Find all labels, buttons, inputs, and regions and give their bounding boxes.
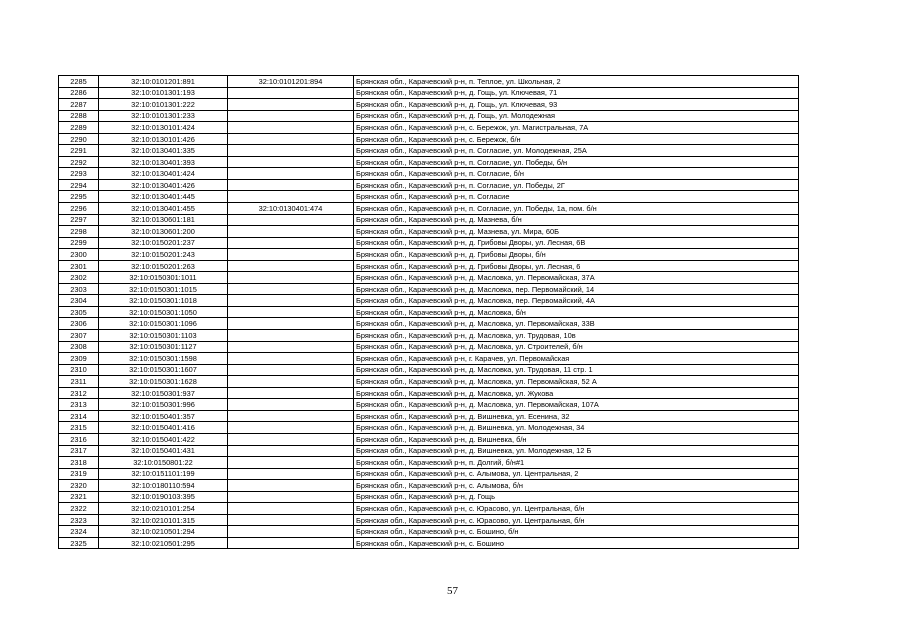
parent-cadastral-number — [228, 145, 354, 157]
parent-cadastral-number — [228, 122, 354, 134]
parent-cadastral-number — [228, 468, 354, 480]
address: Брянская обл., Карачевский р-н, с. Юрасово, ул. Центральная, б/н — [354, 503, 799, 515]
parent-cadastral-number — [228, 179, 354, 191]
parent-cadastral-number — [228, 364, 354, 376]
table-row — [59, 110, 799, 122]
row-number: 2303 — [59, 283, 99, 295]
table-row — [59, 295, 799, 307]
address: Брянская обл., Карачевский р-н, д. Гощь, ул. Ключевая, 93 — [354, 99, 799, 111]
table-row — [59, 122, 799, 134]
address: Брянская обл., Карачевский р-н, с. Бережок, ул. Магистральная, 7А — [354, 122, 799, 134]
parent-cadastral-number — [228, 491, 354, 503]
cadastral-number: 32:10:0130401:445 — [99, 191, 228, 203]
cadastral-number: 32:10:0130101:426 — [99, 133, 228, 145]
cadastral-number: 32:10:0150301:1011 — [99, 272, 228, 284]
table-row — [59, 272, 799, 284]
cadastral-number: 32:10:0151101:199 — [99, 468, 228, 480]
address: Брянская обл., Карачевский р-н, г. Карачев, ул. Первомайская — [354, 353, 799, 365]
row-number: 2292 — [59, 156, 99, 168]
row-number: 2309 — [59, 353, 99, 365]
address: Брянская обл., Карачевский р-н, п. Согласие, ул. Победы, 1а, пом. б/н — [354, 203, 799, 215]
address: Брянская обл., Карачевский р-н, с. Бошино, б/н — [354, 526, 799, 538]
table-row — [59, 203, 799, 215]
address: Брянская обл., Карачевский р-н, д. Гощь, ул. Молодежная — [354, 110, 799, 122]
parent-cadastral-number — [228, 422, 354, 434]
table-row — [59, 214, 799, 226]
table-row — [59, 445, 799, 457]
cadastral-number: 32:10:0150301:1050 — [99, 306, 228, 318]
table-row — [59, 179, 799, 191]
address: Брянская обл., Карачевский р-н, с. Алымова, ул. Центральная, 2 — [354, 468, 799, 480]
cadastral-number: 32:10:0150201:263 — [99, 260, 228, 272]
row-number: 2298 — [59, 226, 99, 238]
cadastral-number: 32:10:0150401:357 — [99, 410, 228, 422]
table-row — [59, 306, 799, 318]
parent-cadastral-number — [228, 168, 354, 180]
address: Брянская обл., Карачевский р-н, д. Гощь — [354, 491, 799, 503]
cadastral-number: 32:10:0130601:200 — [99, 226, 228, 238]
address: Брянская обл., Карачевский р-н, д. Масловка, ул. Жукова — [354, 387, 799, 399]
parent-cadastral-number — [228, 226, 354, 238]
row-number: 2314 — [59, 410, 99, 422]
address: Брянская обл., Карачевский р-н, п. Согласие, ул. Победы, 2Г — [354, 179, 799, 191]
cadastral-number: 32:10:0210501:295 — [99, 537, 228, 549]
address: Брянская обл., Карачевский р-н, д. Грибовы Дворы, б/н — [354, 249, 799, 261]
table-row — [59, 330, 799, 342]
cadastral-number: 32:10:0101201:891 — [99, 76, 228, 88]
table-row — [59, 283, 799, 295]
address: Брянская обл., Карачевский р-н, п. Согласие, б/н — [354, 168, 799, 180]
cadastral-number: 32:10:0101301:193 — [99, 87, 228, 99]
table-row — [59, 422, 799, 434]
cadastral-number: 32:10:0150801:22 — [99, 457, 228, 469]
cadastral-number: 32:10:0130401:424 — [99, 168, 228, 180]
parent-cadastral-number — [228, 110, 354, 122]
address: Брянская обл., Карачевский р-н, п. Теплое, ул. Школьная, 2 — [354, 76, 799, 88]
table-row — [59, 433, 799, 445]
parent-cadastral-number: 32:10:0130401:474 — [228, 203, 354, 215]
parent-cadastral-number — [228, 399, 354, 411]
address: Брянская обл., Карачевский р-н, д. Масловка, ул. Строителей, б/н — [354, 341, 799, 353]
cadastral-number: 32:10:0180110:594 — [99, 480, 228, 492]
parent-cadastral-number — [228, 99, 354, 111]
parent-cadastral-number — [228, 214, 354, 226]
row-number: 2300 — [59, 249, 99, 261]
cadastral-number: 32:10:0210101:315 — [99, 514, 228, 526]
cadastral-number: 32:10:0130401:335 — [99, 145, 228, 157]
parent-cadastral-number — [228, 272, 354, 284]
cadastral-number: 32:10:0130601:181 — [99, 214, 228, 226]
table-row — [59, 133, 799, 145]
table-row — [59, 410, 799, 422]
row-number: 2318 — [59, 457, 99, 469]
row-number: 2313 — [59, 399, 99, 411]
address: Брянская обл., Карачевский р-н, с. Алымова, б/н — [354, 480, 799, 492]
parent-cadastral-number — [228, 318, 354, 330]
cadastral-number: 32:10:0150201:243 — [99, 249, 228, 261]
parent-cadastral-number — [228, 133, 354, 145]
cadastral-number: 32:10:0150301:1103 — [99, 330, 228, 342]
table-row — [59, 364, 799, 376]
address: Брянская обл., Карачевский р-н, д. Вишневка, ул. Молодежная, 34 — [354, 422, 799, 434]
row-number: 2297 — [59, 214, 99, 226]
row-number: 2290 — [59, 133, 99, 145]
parent-cadastral-number — [228, 156, 354, 168]
row-number: 2320 — [59, 480, 99, 492]
table-row — [59, 226, 799, 238]
parent-cadastral-number — [228, 353, 354, 365]
parent-cadastral-number — [228, 341, 354, 353]
row-number: 2301 — [59, 260, 99, 272]
address: Брянская обл., Карачевский р-н, д. Масловка, ул. Первомайская, 33В — [354, 318, 799, 330]
parent-cadastral-number — [228, 433, 354, 445]
row-number: 2308 — [59, 341, 99, 353]
row-number: 2306 — [59, 318, 99, 330]
parent-cadastral-number — [228, 445, 354, 457]
row-number: 2315 — [59, 422, 99, 434]
address: Брянская обл., Карачевский р-н, д. Масловка, ул. Первомайская, 37А — [354, 272, 799, 284]
address: Брянская обл., Карачевский р-н, с. Юрасово, ул. Центральная, б/н — [354, 514, 799, 526]
address: Брянская обл., Карачевский р-н, д. Масловка, ул. Трудовая, 11 стр. 1 — [354, 364, 799, 376]
address: Брянская обл., Карачевский р-н, д. Мазнева, б/н — [354, 214, 799, 226]
parent-cadastral-number: 32:10:0101201:894 — [228, 76, 354, 88]
address: Брянская обл., Карачевский р-н, д. Вишневка, б/н — [354, 433, 799, 445]
row-number: 2324 — [59, 526, 99, 538]
registry-table — [58, 75, 799, 549]
address: Брянская обл., Карачевский р-н, д. Масловка, ул. Первомайская, 52 А — [354, 376, 799, 388]
table-row — [59, 99, 799, 111]
address: Брянская обл., Карачевский р-н, д. Вишневка, ул. Есенина, 32 — [354, 410, 799, 422]
cadastral-number: 32:10:0150301:1127 — [99, 341, 228, 353]
parent-cadastral-number — [228, 249, 354, 261]
address: Брянская обл., Карачевский р-н, д. Мазнева, ул. Мира, 60Б — [354, 226, 799, 238]
row-number: 2295 — [59, 191, 99, 203]
cadastral-number: 32:10:0150301:937 — [99, 387, 228, 399]
row-number: 2296 — [59, 203, 99, 215]
table-row — [59, 468, 799, 480]
table-row — [59, 341, 799, 353]
parent-cadastral-number — [228, 87, 354, 99]
address: Брянская обл., Карачевский р-н, д. Масловка, пер. Первомайский, 14 — [354, 283, 799, 295]
cadastral-number: 32:10:0130401:393 — [99, 156, 228, 168]
address: Брянская обл., Карачевский р-н, п. Согласие, ул. Молодежная, 25А — [354, 145, 799, 157]
parent-cadastral-number — [228, 480, 354, 492]
parent-cadastral-number — [228, 503, 354, 515]
parent-cadastral-number — [228, 191, 354, 203]
table-row — [59, 145, 799, 157]
address: Брянская обл., Карачевский р-н, д. Масловка, ул. Первомайская, 107А — [354, 399, 799, 411]
row-number: 2319 — [59, 468, 99, 480]
row-number: 2316 — [59, 433, 99, 445]
parent-cadastral-number — [228, 457, 354, 469]
parent-cadastral-number — [228, 237, 354, 249]
cadastral-number: 32:10:0210101:254 — [99, 503, 228, 515]
address: Брянская обл., Карачевский р-н, п. Долгий, б/н#1 — [354, 457, 799, 469]
table-row — [59, 399, 799, 411]
row-number: 2311 — [59, 376, 99, 388]
table-row — [59, 318, 799, 330]
cadastral-number: 32:10:0150301:1018 — [99, 295, 228, 307]
address: Брянская обл., Карачевский р-н, д. Гощь, ул. Ключевая, 71 — [354, 87, 799, 99]
table-row — [59, 526, 799, 538]
row-number: 2325 — [59, 537, 99, 549]
cadastral-number: 32:10:0130401:455 — [99, 203, 228, 215]
table-row — [59, 191, 799, 203]
row-number: 2304 — [59, 295, 99, 307]
table-row — [59, 514, 799, 526]
row-number: 2312 — [59, 387, 99, 399]
cadastral-number: 32:10:0210501:294 — [99, 526, 228, 538]
row-number: 2294 — [59, 179, 99, 191]
table-row — [59, 537, 799, 549]
row-number: 2288 — [59, 110, 99, 122]
address: Брянская обл., Карачевский р-н, с. Бережок, б/н — [354, 133, 799, 145]
cadastral-number: 32:10:0150301:1096 — [99, 318, 228, 330]
address: Брянская обл., Карачевский р-н, с. Бошино — [354, 537, 799, 549]
address: Брянская обл., Карачевский р-н, д. Вишневка, ул. Молодежная, 12 Б — [354, 445, 799, 457]
cadastral-number: 32:10:0150401:431 — [99, 445, 228, 457]
cadastral-number: 32:10:0150201:237 — [99, 237, 228, 249]
row-number: 2307 — [59, 330, 99, 342]
cadastral-number: 32:10:0150301:1598 — [99, 353, 228, 365]
cadastral-number: 32:10:0150301:1607 — [99, 364, 228, 376]
table-row — [59, 503, 799, 515]
row-number: 2322 — [59, 503, 99, 515]
parent-cadastral-number — [228, 260, 354, 272]
row-number: 2310 — [59, 364, 99, 376]
table-row — [59, 491, 799, 503]
cadastral-number: 32:10:0130401:426 — [99, 179, 228, 191]
table-row — [59, 387, 799, 399]
parent-cadastral-number — [228, 410, 354, 422]
row-number: 2305 — [59, 306, 99, 318]
cadastral-number: 32:10:0150301:1015 — [99, 283, 228, 295]
address: Брянская обл., Карачевский р-н, д. Масловка, ул. Трудовая, 10в — [354, 330, 799, 342]
parent-cadastral-number — [228, 376, 354, 388]
row-number: 2286 — [59, 87, 99, 99]
parent-cadastral-number — [228, 537, 354, 549]
row-number: 2291 — [59, 145, 99, 157]
parent-cadastral-number — [228, 514, 354, 526]
row-number: 2302 — [59, 272, 99, 284]
table-row — [59, 156, 799, 168]
table-row — [59, 457, 799, 469]
cadastral-number: 32:10:0150301:1628 — [99, 376, 228, 388]
parent-cadastral-number — [228, 387, 354, 399]
registry-table-body — [59, 76, 799, 549]
address: Брянская обл., Карачевский р-н, п. Согласие, ул. Победы, б/н — [354, 156, 799, 168]
table-row — [59, 76, 799, 88]
parent-cadastral-number — [228, 295, 354, 307]
cadastral-number: 32:10:0150401:416 — [99, 422, 228, 434]
parent-cadastral-number — [228, 306, 354, 318]
address: Брянская обл., Карачевский р-н, д. Масловка, б/н — [354, 306, 799, 318]
parent-cadastral-number — [228, 330, 354, 342]
row-number: 2287 — [59, 99, 99, 111]
address: Брянская обл., Карачевский р-н, д. Грибовы Дворы, ул. Лесная, 6 — [354, 260, 799, 272]
table-row — [59, 260, 799, 272]
cadastral-number: 32:10:0150301:996 — [99, 399, 228, 411]
table-row — [59, 480, 799, 492]
cadastral-number: 32:10:0130101:424 — [99, 122, 228, 134]
table-row — [59, 353, 799, 365]
row-number: 2321 — [59, 491, 99, 503]
parent-cadastral-number — [228, 283, 354, 295]
row-number: 2293 — [59, 168, 99, 180]
table-row — [59, 249, 799, 261]
table-row — [59, 237, 799, 249]
cadastral-number: 32:10:0101301:233 — [99, 110, 228, 122]
address: Брянская обл., Карачевский р-н, д. Масловка, пер. Первомайский, 4А — [354, 295, 799, 307]
cadastral-number: 32:10:0101301:222 — [99, 99, 228, 111]
parent-cadastral-number — [228, 526, 354, 538]
address: Брянская обл., Карачевский р-н, д. Грибовы Дворы, ул. Лесная, 6В — [354, 237, 799, 249]
table-row — [59, 87, 799, 99]
row-number: 2323 — [59, 514, 99, 526]
row-number: 2285 — [59, 76, 99, 88]
table-row — [59, 168, 799, 180]
row-number: 2289 — [59, 122, 99, 134]
cadastral-number: 32:10:0190103:395 — [99, 491, 228, 503]
table-row — [59, 376, 799, 388]
row-number: 2299 — [59, 237, 99, 249]
cadastral-number: 32:10:0150401:422 — [99, 433, 228, 445]
address: Брянская обл., Карачевский р-н, п. Согласие — [354, 191, 799, 203]
page-number: 57 — [447, 585, 458, 597]
row-number: 2317 — [59, 445, 99, 457]
